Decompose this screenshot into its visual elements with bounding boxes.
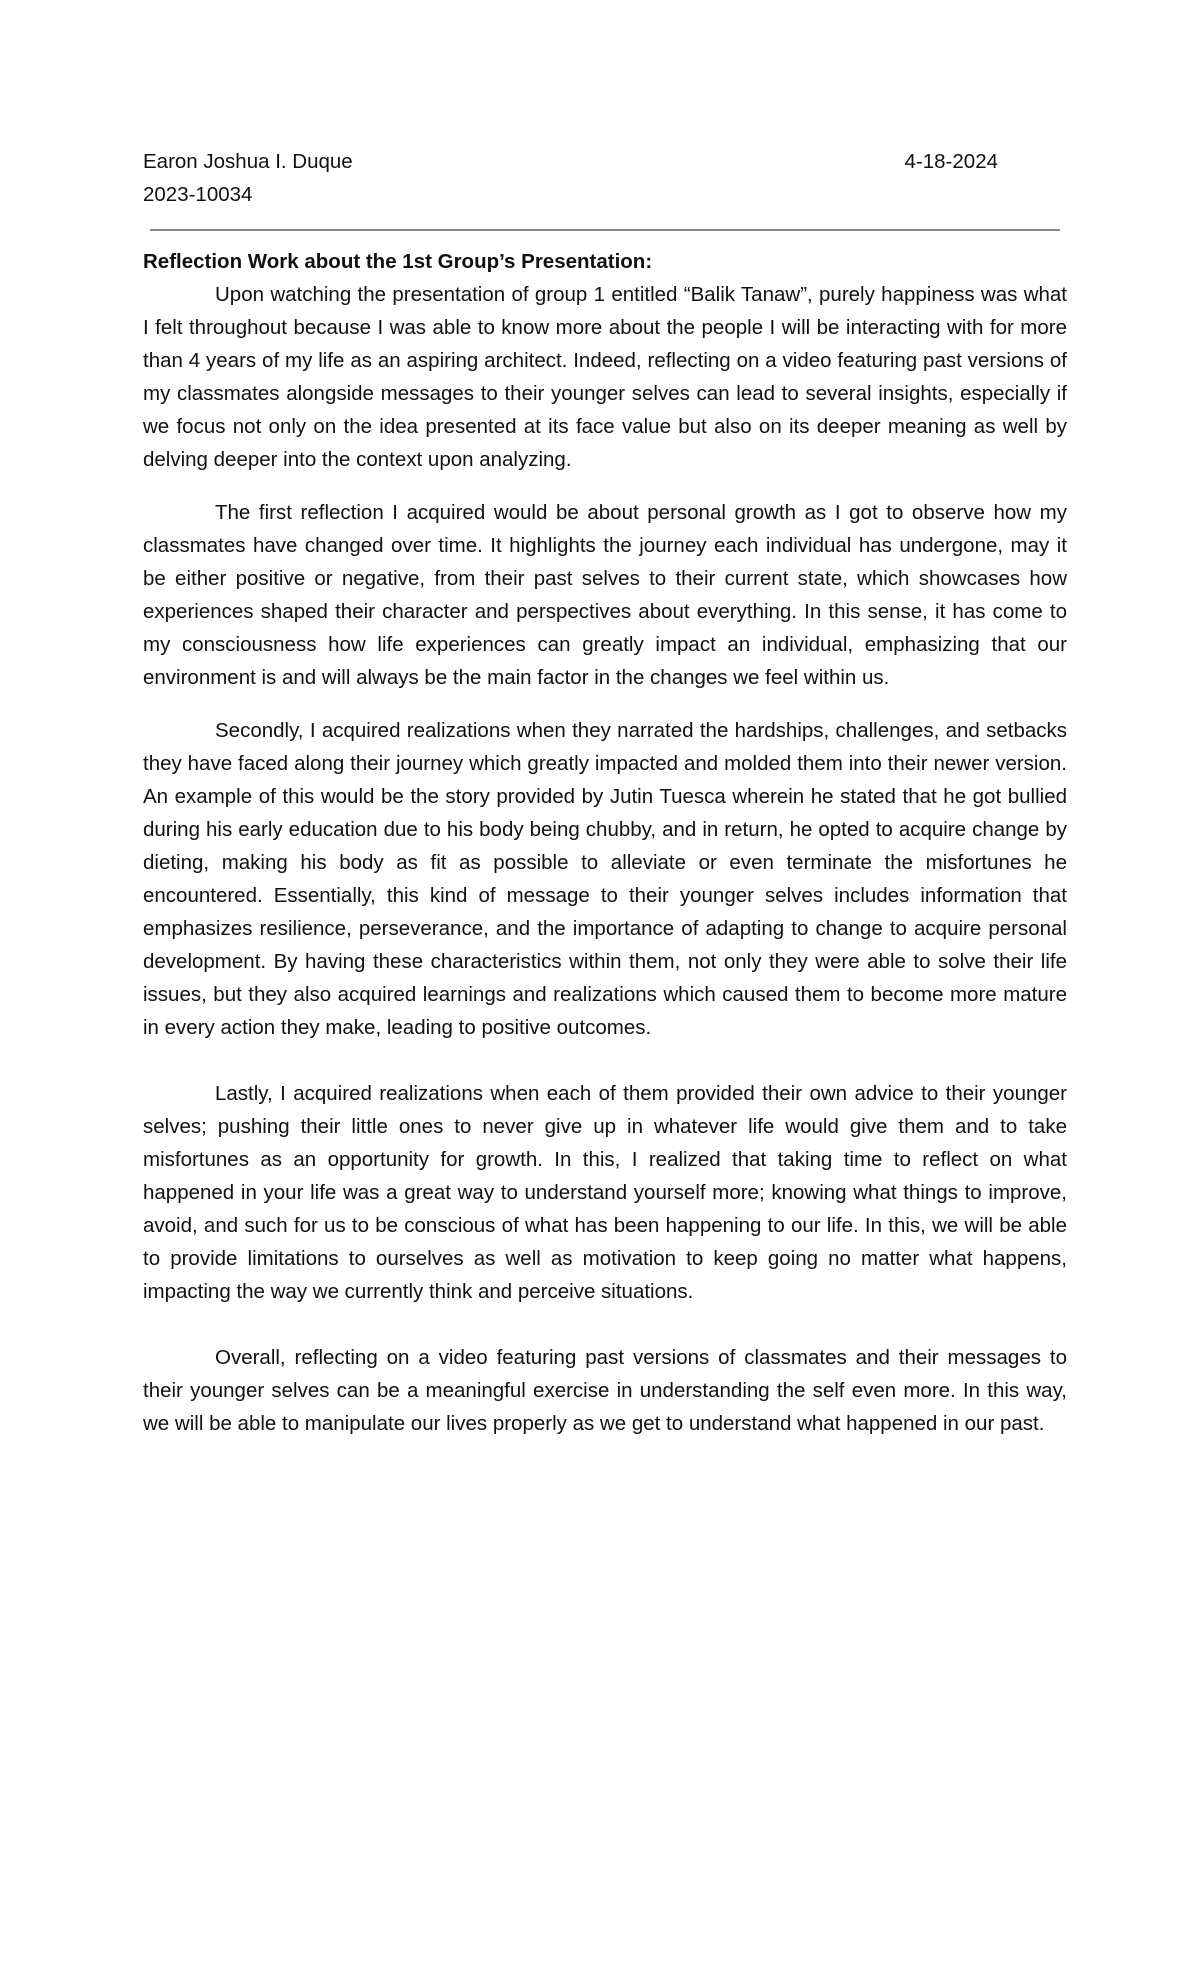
author-name: Earon Joshua I. Duque <box>143 150 353 173</box>
paragraph-first-reflection: The first reflection I acquired would be about personal growth as I got to observe how my classmates have changed over time. It highlights the journey each individual has undergone, may it be either positive or negative, from their past selves to their current state, which showcases how experiences shaped their character and perspectives about everything. In this sense, it has come to my consciousness how life experiences can greatly impact an individual, emphasizing that our environment is and will always be the main factor in the changes we feel within us. <box>143 501 1067 689</box>
document-date: 4-18-2024 <box>904 150 998 173</box>
reflection-heading: Reflection Work about the 1st Group’s Presentation: <box>143 250 653 273</box>
document-header <box>143 145 998 211</box>
paragraph-second-reflection: Secondly, I acquired realizations when they narrated the hardships, challenges, and setbacks they have faced along their journey which greatly impacted and molded them into their newer version. An example of this would be the story provided by Jutin Tuesca wherein he stated that he got bullied during his early education due to his body being chubby, and in return, he opted to acquire change by dieting, making his body as fit as possible to alleviate or even terminate the misfortunes he encountered. Essentially, this kind of message to their younger selves includes information that emphasizes resilience, perseverance, and the importance of adapting to change to acquire personal development. By having these characteristics within them, not only they were able to solve their life issues, but they also acquired learnings and realizations which caused them to become more mature in every action they make, leading to positive outcomes. <box>143 719 1067 1039</box>
paragraph-intro: Upon watching the presentation of group 1 entitled “Balik Tanaw”, purely happiness was what I felt throughout because I was able to know more about the people I will be interacting with for more than 4 years of my life as an aspiring architect. Indeed, reflecting on a video featuring past versions of my classmates alongside messages to their younger selves can lead to several insights, especially if we focus not only on the idea presented at its face value but also on its deeper meaning as well by delving deeper into the context upon analyzing. <box>143 283 1067 471</box>
header-row-1 <box>143 145 998 178</box>
paragraph-conclusion: Overall, reflecting on a video featuring past versions of classmates and their messages to their younger selves can be a meaningful exercise in understanding the self even more. In this way, we will be able to manipulate our lives properly as we get to understand what happened in our past. <box>143 1346 1067 1435</box>
document-body <box>143 245 1067 1440</box>
header-divider <box>150 229 1060 231</box>
student-number: 2023-10034 <box>143 183 253 206</box>
paragraph-last-reflection: Lastly, I acquired realizations when each of them provided their own advice to their younger selves; pushing their little ones to never give up in whatever life would give them and to take misfortunes as an opportunity for growth. In this, I realized that taking time to reflect on what happened in your life was a great way to understand yourself more; knowing what things to improve, avoid, and such for us to be conscious of what has been happening to our life. In this, we will be able to provide limitations to ourselves as well as motivation to keep going no matter what happens, impacting the way we currently think and perceive situations. <box>143 1082 1067 1303</box>
